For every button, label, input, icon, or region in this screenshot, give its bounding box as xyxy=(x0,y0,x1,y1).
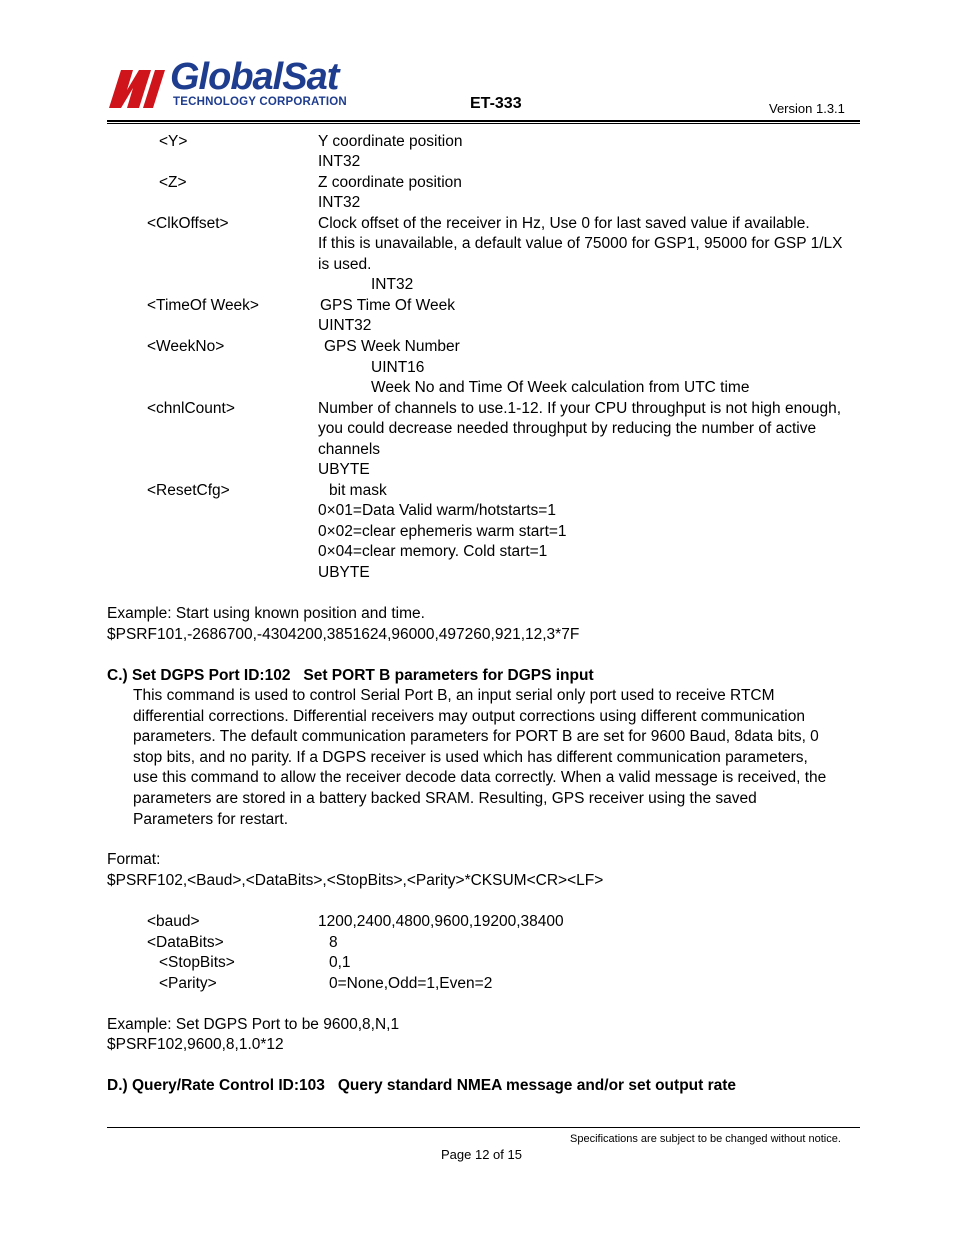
param-desc: If this is unavailable, a default value of 75000 for GSP1, 95000 for GSP 1/LX xyxy=(318,235,843,252)
param-name-chnlcount: <chnlCount> xyxy=(147,400,235,417)
example-label: Example: Start using known position and time. xyxy=(107,605,425,622)
param-desc: you could decrease needed throughput by reducing the number of active xyxy=(318,420,817,437)
param-value: 0,1 xyxy=(329,954,351,971)
param-type: INT32 xyxy=(318,194,361,211)
param-desc: Y coordinate position xyxy=(318,133,463,150)
param-desc: GPS Time Of Week xyxy=(320,297,455,314)
param-name-clkoffset: <ClkOffset> xyxy=(147,215,229,232)
param-desc: 0×04=clear memory. Cold start=1 xyxy=(318,543,548,560)
section-heading-d: D.) Query/Rate Control ID:103 Query standard NMEA message and/or set output rate xyxy=(107,1077,737,1094)
logo-main-text: GlobalSat xyxy=(170,56,339,98)
param-type: UBYTE xyxy=(318,461,370,478)
body-line: use this command to allow the receiver decode data correctly. When a valid message is received, the xyxy=(133,769,827,787)
param-name-databits: <DataBits> xyxy=(147,934,224,951)
body-line: stop bits, and no parity. If a DGPS receiver is used which has different communication parameters, xyxy=(133,748,808,766)
param-name-resetcfg: <ResetCfg> xyxy=(147,482,230,499)
body-line: Parameters for restart. xyxy=(133,810,289,828)
param-name-baud: <baud> xyxy=(147,913,200,930)
param-desc: bit mask xyxy=(329,482,387,499)
param-name-timeofweek: <TimeOf Week> xyxy=(147,297,259,314)
param-desc: Number of channels to use.1-12. If your CPU throughput is not high enough, xyxy=(318,400,842,417)
param-desc: GPS Week Number xyxy=(324,338,460,355)
param-type: INT32 xyxy=(318,153,361,170)
globalsat-logo xyxy=(107,56,357,114)
param-desc: 0×02=clear ephemeris warm start=1 xyxy=(318,523,567,540)
header-rule xyxy=(107,120,860,122)
param-desc: 0×01=Data Valid warm/hotstarts=1 xyxy=(318,502,556,519)
param-type: UINT32 xyxy=(318,317,372,334)
param-value: 0=None,Odd=1,Even=2 xyxy=(329,975,493,992)
section-heading-c: C.) Set DGPS Port ID:102 Set PORT B parameters for DGPS input xyxy=(107,667,594,684)
version-label: Version 1.3.1 xyxy=(769,101,845,116)
globalsat-emblem-icon xyxy=(107,64,167,110)
format-label: Format: xyxy=(107,851,161,868)
example-label: Example: Set DGPS Port to be 9600,8,N,1 xyxy=(107,1016,400,1033)
param-name-z: <Z> xyxy=(159,174,187,191)
param-value: 8 xyxy=(329,934,338,951)
example-code: $PSRF101,-2686700,-4304200,3851624,96000,497260,921,12,3*7F xyxy=(107,626,580,643)
param-desc: channels xyxy=(318,441,381,458)
param-type: INT32 xyxy=(371,276,414,293)
param-desc: Week No and Time Of Week calculation from UTC time xyxy=(371,379,750,396)
header-rule-thin xyxy=(107,123,860,124)
body-line: parameters are stored in a battery backed SRAM. Resulting, GPS receiver using the saved xyxy=(133,789,757,807)
page-number: Page 12 of 15 xyxy=(441,1147,522,1162)
body-line: parameters. The default communication parameters for PORT B are set for 9600 Baud, 8data bits, 0 xyxy=(133,728,819,746)
param-name-y: <Y> xyxy=(159,133,188,150)
param-desc: is used. xyxy=(318,256,372,273)
footer-notice: Specifications are subject to be changed without notice. xyxy=(570,1133,841,1145)
model-title: ET-333 xyxy=(470,95,522,112)
param-desc: Z coordinate position xyxy=(318,174,462,191)
section-body-c xyxy=(133,686,858,830)
param-desc: Clock offset of the receiver in Hz, Use 0 for last saved value if available. xyxy=(318,215,810,232)
body-line: This command is used to control Serial Port B, an input serial only port used to receive RTCM xyxy=(133,687,775,704)
footer-rule xyxy=(107,1127,860,1128)
logo-sub-text: TECHNOLOGY CORPORATION xyxy=(173,96,347,108)
param-type: UBYTE xyxy=(318,564,370,581)
param-name-weekno: <WeekNo> xyxy=(147,338,225,355)
format-code: $PSRF102,<Baud>,<DataBits>,<StopBits>,<Parity>*CKSUM<CR><LF> xyxy=(107,872,604,889)
param-name-parity: <Parity> xyxy=(159,975,217,992)
example-code: $PSRF102,9600,8,1.0*12 xyxy=(107,1036,284,1053)
body-line: differential corrections. Differential receivers may output corrections using different communication xyxy=(133,707,805,725)
param-name-stopbits: <StopBits> xyxy=(159,954,235,971)
param-type: UINT16 xyxy=(371,359,425,376)
param-value: 1200,2400,4800,9600,19200,38400 xyxy=(318,913,564,930)
